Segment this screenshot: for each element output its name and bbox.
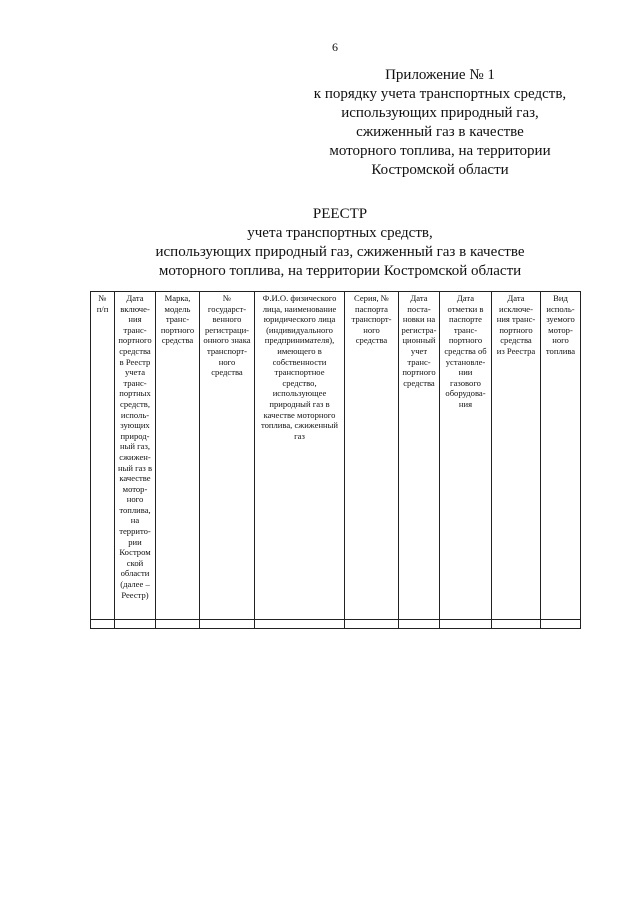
column-header-inclusion-date: Дата включе- ния транс- портного средства в Реестр учета транс- портных средств, исполь- зующих природ- ный газ, сжижен- ный газ в качестве мотор- ного топлива, на террито- рии Костром ской области (далее – Реестр) xyxy=(115,292,156,620)
table-header-row xyxy=(91,292,581,620)
title-heading: РЕЕСТР xyxy=(312,206,368,222)
column-header-fuel-type: Вид исполь- зуемого мотор- ного топлива xyxy=(541,292,581,620)
title-line: учета транспортных средств, xyxy=(247,225,433,241)
table-row xyxy=(91,620,581,629)
table-cell xyxy=(91,620,115,629)
table-cell xyxy=(115,620,156,629)
table-cell xyxy=(492,620,541,629)
appendix-line: моторного топлива, на территории xyxy=(329,143,551,159)
registry-table xyxy=(90,291,581,629)
column-header-number: № п/п xyxy=(91,292,115,620)
appendix-line: сжиженный газ в качестве xyxy=(356,124,524,140)
title-line: использующих природный газ, сжиженный газ в качестве xyxy=(155,244,525,260)
table-cell xyxy=(345,620,399,629)
column-header-owner: Ф.И.О. физического лица, наименование юридического лица (индивидуального предпринимателя), имеющего в собственности транспортное средство, использующее природный газ в качестве моторного топлива, сжиженный газ xyxy=(255,292,345,620)
table-cell xyxy=(200,620,255,629)
table-cell xyxy=(156,620,200,629)
column-header-registration-plate: № государст- венного регистраци- онного знака транспорт- ного средства xyxy=(200,292,255,620)
document-title xyxy=(70,205,610,281)
table-cell xyxy=(541,620,581,629)
appendix-header xyxy=(290,66,590,180)
title-line: моторного топлива, на территории Костромской области xyxy=(158,263,522,279)
column-header-vehicle-model: Марка, модель транс- портного средства xyxy=(156,292,200,620)
column-header-gas-equipment-date: Дата отметки в паспорте транс- портного средства об установле- нии газового оборудова- ния xyxy=(440,292,492,620)
column-header-registration-date: Дата поста- новки на регистра- ционный учет транс- портного средства xyxy=(399,292,440,620)
column-header-passport: Серия, № паспорта транспорт- ного средства xyxy=(345,292,399,620)
appendix-line: Костромской области xyxy=(371,162,509,178)
appendix-line: к порядку учета транспортных средств, xyxy=(313,86,567,102)
table-cell xyxy=(255,620,345,629)
appendix-line: использующих природный газ, xyxy=(341,105,539,121)
column-header-exclusion-date: Дата исключе- ния транс- портного средства из Реестра xyxy=(492,292,541,620)
table-cell xyxy=(440,620,492,629)
table-cell xyxy=(399,620,440,629)
appendix-line: Приложение № 1 xyxy=(385,67,495,83)
page-number: 6 xyxy=(332,40,338,54)
